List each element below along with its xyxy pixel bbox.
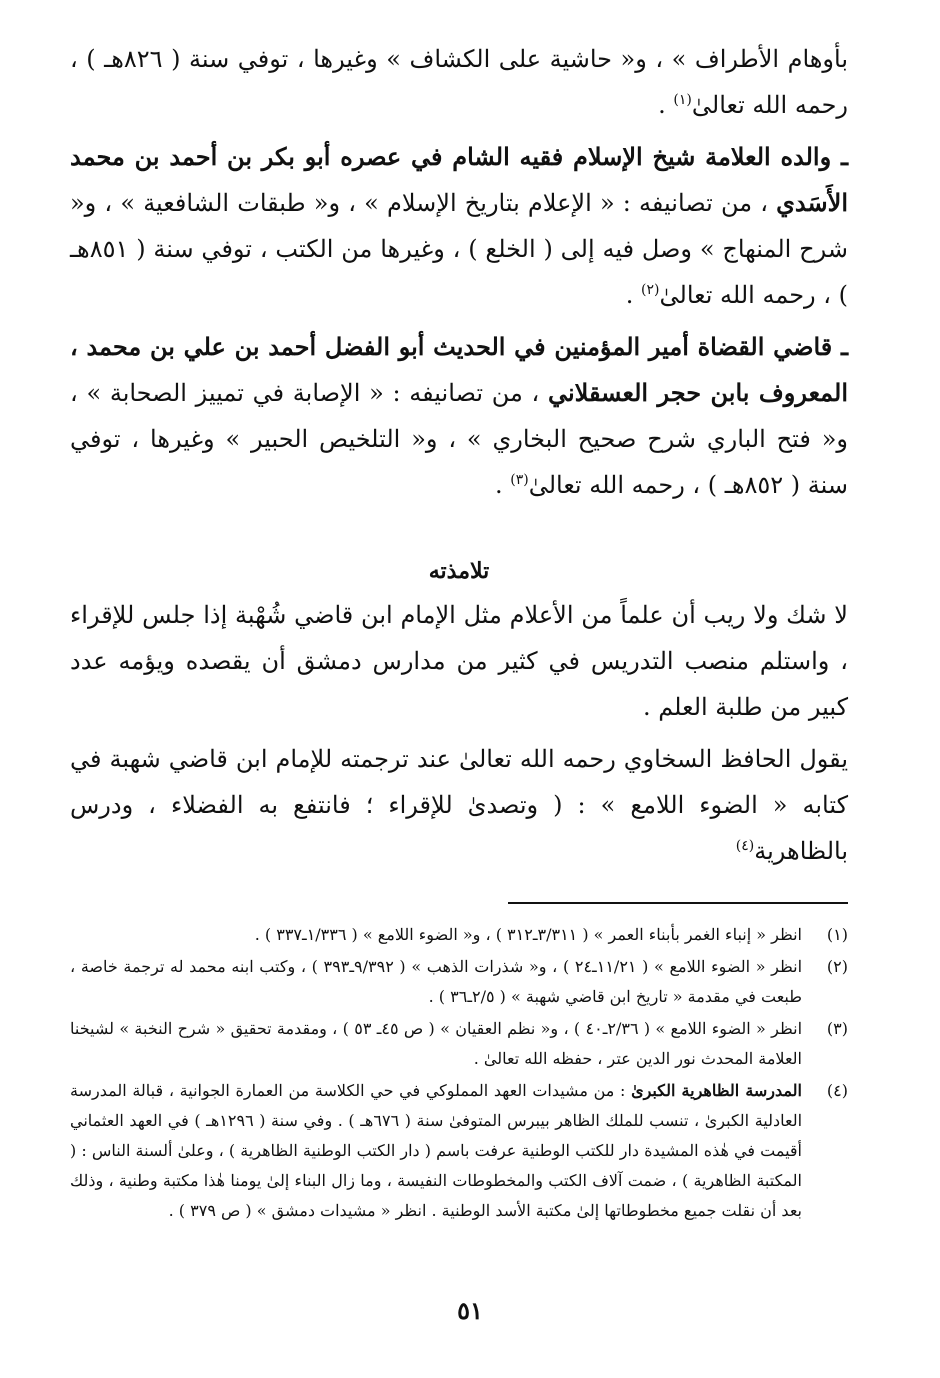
- paragraph-tail: .: [494, 471, 511, 499]
- footnote-ref: (٤): [735, 838, 755, 854]
- footnote: [70, 920, 848, 950]
- paragraph-tail: .: [658, 91, 674, 119]
- footnote-number: (٣): [826, 1019, 848, 1038]
- paragraph-continuation: [70, 36, 848, 128]
- footnote-ref: (٣): [510, 472, 529, 488]
- paragraph-students: [70, 592, 848, 730]
- paragraph-lead: ـ والده العلامة شيخ الإسلام فقيه الشام في عصره أبو بكر بن أحمد بن محمد الأَسَدي: [70, 142, 848, 217]
- footnote-ref: (٢): [641, 282, 660, 298]
- footnote-text: [70, 920, 802, 950]
- footnotes: [70, 920, 848, 1226]
- footnote-lead: المدرسة الظاهرية الكبرىٰ: [631, 1081, 803, 1100]
- footnote: [70, 952, 848, 1012]
- footnote: [70, 1076, 848, 1226]
- paragraph-sakhawi: [70, 736, 848, 874]
- page-number: ٥١: [457, 1296, 483, 1325]
- footnote-text: [70, 1014, 802, 1074]
- footnote-body: : من مشيدات العهد المملوكي في حي الكلاسة من العمارة الجوانية ، قبالة المدرسة العادلية الكبرىٰ ، تنسب للملك الظاهر بيبرس المتوفىٰ سنة ( ٦٧٦هـ ) . وفي سنة ( ١٢٩٦هـ ) في العهد العثماني أقيمت في هٰذه المشيدة دار للكتب الوطنية عرفت باسم ( دار الكتب الوطنية الظاهرية ) ، وعلىٰ ألسنة الناس : ( المكتبة الظاهرية ) ، ضمت آلاف الكتب والمخطوطات النفيسة ، وما زال البناء إلىٰ يومنا هٰذا مكتبة وطنية ، وذلك بعد أن نقلت جميع مخطوطاتها إلىٰ مكتبة الأسد الوطنية . انظر « مشيدات دمشق » ( ص ٣٧٩ ) .: [70, 1081, 803, 1220]
- section-title: تلامذته: [428, 558, 490, 584]
- paragraph-father: [70, 134, 848, 318]
- paragraph-text: لا شك ولا ريب أن علماً من الأعلام مثل الإمام ابن قاضي شُهْبة إذا جلس للإقراء ، واستلم منصب التدريس في كثير من مدارس دمشق أن يقصده ويؤمه عدد كبير من طلبة العلم .: [70, 601, 848, 721]
- footnote-text: [70, 1076, 802, 1226]
- paragraph-text: بأوهام الأطراف » ، و« حاشية على الكشاف » وغيرها ، توفي سنة ( ٨٢٦هـ ) ، رحمه الله تعالىٰ: [70, 45, 849, 119]
- paragraph-lead: ـ قاضي القضاة أمير المؤمنين في الحديث أبو الفضل أحمد بن علي بن محمد ، المعروف بابن حجر العسقلاني: [70, 332, 849, 407]
- paragraph-ibn-hajar: [70, 324, 848, 508]
- footnote-number: (٤): [826, 1081, 848, 1100]
- paragraph-text: يقول الحافظ السخاوي رحمه الله تعالىٰ عند ترجمته للإمام ابن قاضي شهبة في كتابه « الضوء اللامع » : ( وتصدىٰ للإقراء ؛ فانتفع به الفضلاء ، ودرس بالظاهرية: [70, 745, 848, 865]
- section-body: [70, 592, 848, 874]
- footnote-separator: [508, 902, 848, 904]
- footnote-ref: (١): [673, 92, 692, 108]
- footnote-number: (٢): [826, 957, 848, 976]
- footnote-body: انظر « الضوء اللامع » ( ٢/٣٦ـ٤٠ ) ، و« نظم العقيان » ( ص ٤٥ـ ٥٣ ) ، ومقدمة تحقيق « شرح النخبة » لشيخنا العلامة المحدث نور الدين عتر ، حفظه الله تعالىٰ .: [70, 1019, 803, 1068]
- footnote-text: [70, 952, 802, 1012]
- footnote-body: انظر « الضوء اللامع » ( ١١/٢١ـ٢٤ ) ، و« شذرات الذهب » ( ٩/٣٩٢ـ٣٩٣ ) ، وكتب ابنه محمد له ترجمة خاصة ، طبعت في مقدمة « تاريخ ابن قاضي شهبة » ( ٢/٥ـ٣٦ ) .: [70, 957, 803, 1006]
- footnote: [70, 1014, 848, 1074]
- paragraph-tail: .: [625, 281, 642, 309]
- footnote-number: (١): [826, 925, 848, 944]
- paragraph-text: ، من تصانيفه : « الإعلام بتاريخ الإسلام » ، و« طبقات الشافعية » ، و« شرح المنهاج » وصل فيه إلى ( الخلع ) ، وغيرها من الكتب ، توفي سنة ( ٨٥١هـ ) ، رحمه الله تعالىٰ: [70, 189, 848, 309]
- paragraph-text: ، من تصانيفه : « الإصابة في تمييز الصحابة » ، و« فتح الباري شرح صحيح البخاري » ، و« التلخيص الحبير » وغيرها ، توفي سنة ( ٨٥٢هـ ) ، رحمه الله تعالىٰ: [70, 379, 848, 499]
- footnote-body: انظر « إنباء الغمر بأبناء العمر » ( ٣/٣١١ـ٣١٢ ) ، و« الضوء اللامع » ( ١/٣٣٦ـ٣٣٧ ) .: [254, 925, 802, 944]
